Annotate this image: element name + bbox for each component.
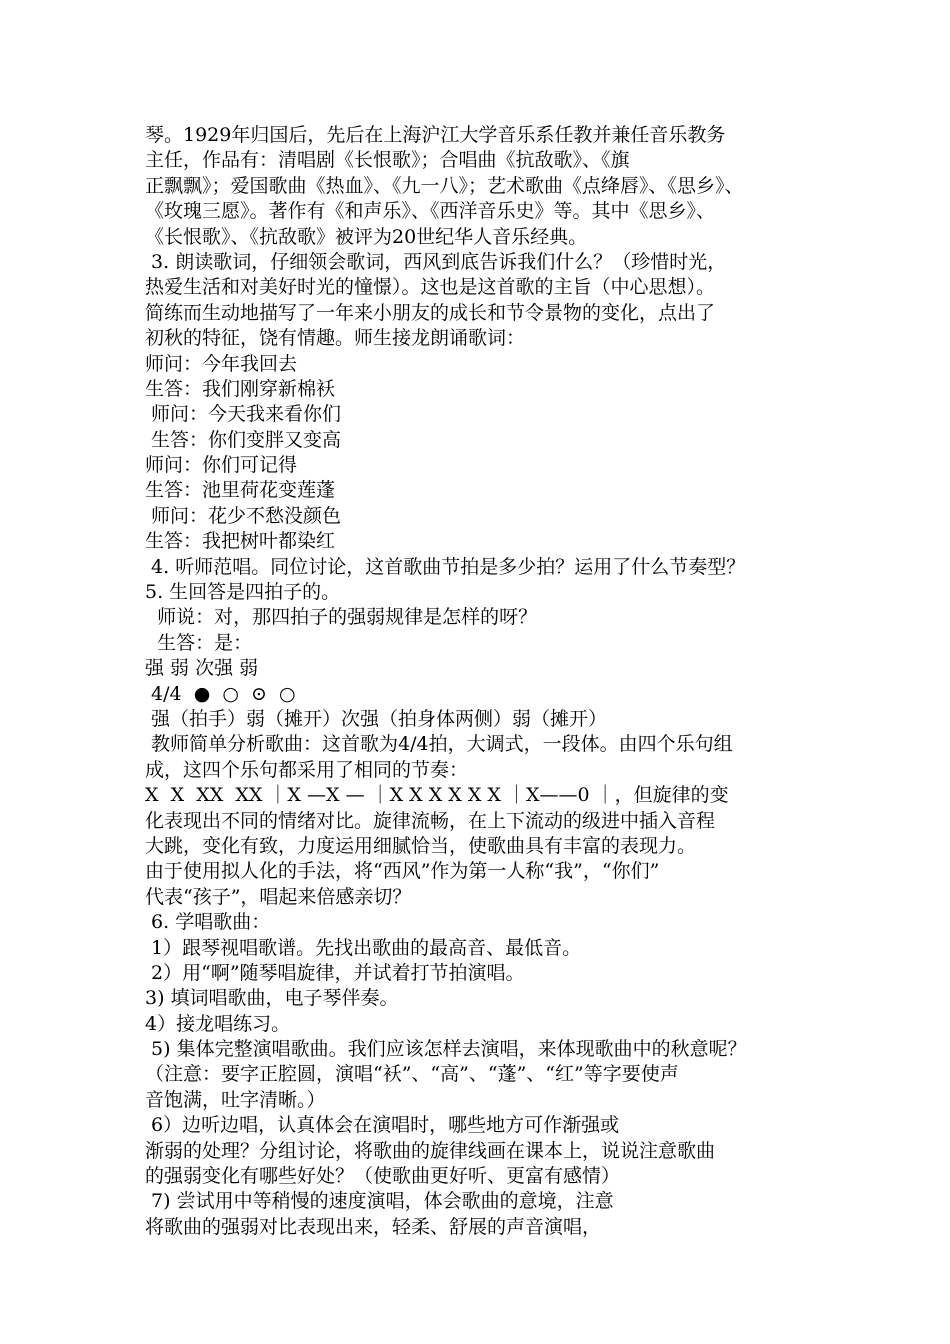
text-line: 3) 填词唱歌曲，电子琴伴奏。 bbox=[145, 987, 399, 1010]
text-line: 《玫瑰三愿》。著作有《和声乐》、《西洋音乐史》等。其中《思乡》、 bbox=[145, 200, 716, 223]
text-line: 生答：你们变胖又变高 bbox=[145, 428, 342, 451]
text-line: 初秋的特征，饶有情趣。师生接龙朗诵歌词： bbox=[145, 327, 526, 350]
text-line: 教师简单分析歌曲：这首歌为4/4拍，大调式，一段体。由四个乐句组 bbox=[145, 733, 733, 756]
text-line: 大跳，变化有致，力度运用细腻恰当，使歌曲具有丰富的表现力。 bbox=[145, 834, 697, 857]
text-line: 师问：花少不愁没颜色 bbox=[145, 504, 342, 527]
text-line: 师问：今年我回去 bbox=[145, 352, 298, 375]
text-line: 渐弱的处理？分组讨论，将歌曲的旋律线画在课本上，说说注意歌曲 bbox=[145, 1139, 716, 1162]
text-line: 音饱满，吐字清晰。） bbox=[145, 1088, 326, 1111]
text-line: 生答：我把树叶都染红 bbox=[145, 530, 336, 553]
text-line: 6. 学唱歌曲： bbox=[145, 911, 271, 934]
text-line: 4）接龙唱练习。 bbox=[145, 1012, 291, 1035]
text-line: 《长恨歌》、《抗敌歌》被评为20世纪华人音乐经典。 bbox=[145, 225, 588, 248]
text-line: 7) 尝试用中等稍慢的速度演唱，体会歌曲的意境，注意 bbox=[145, 1190, 614, 1213]
text-line: 将歌曲的强弱对比表现出来，轻柔、舒展的声音演唱， bbox=[145, 1215, 602, 1238]
text-line: 正飘飘》；爱国歌曲《热血》、《九一八》；艺术歌曲《点绛唇》、《思乡》、 bbox=[145, 174, 744, 197]
text-line: 4. 听师范唱。同位讨论，这首歌曲节拍是多少拍？运用了什么节奏型？ bbox=[145, 555, 746, 578]
text-line: 2）用“啊”随琴唱旋律，并试着打节拍演唱。 bbox=[145, 961, 525, 984]
document-body bbox=[145, 123, 835, 1240]
text-line: 6）边听边唱，认真体会在演唱时，哪些地方可作渐强或 bbox=[145, 1114, 620, 1137]
text-line: 简练而生动地描写了一年来小朋友的成长和节令景物的变化，点出了 bbox=[145, 301, 716, 324]
text-line: 成，这四个乐句都采用了相同的节奏： bbox=[145, 758, 469, 781]
text-line: 生答：我们刚穿新棉袄 bbox=[145, 377, 336, 400]
text-line: 热爱生活和对美好时光的憧憬）。这也是这首歌的主旨（中心思想）。 bbox=[145, 276, 716, 299]
text-line: 5. 生回答是四拍子的。 bbox=[145, 581, 341, 604]
text-line: 师说：对，那四拍子的强弱规律是怎样的呀？ bbox=[145, 606, 538, 629]
text-line: 的强弱变化有哪些好处？（使歌曲更好听、更富有感情） bbox=[145, 1165, 621, 1188]
text-line: 主任，作品有：清唱剧《长恨歌》；合唱曲《抗敌歌》、《旗 bbox=[145, 149, 630, 172]
text-line: 4/4 ● ○ ⊙ ○ bbox=[145, 682, 296, 705]
text-line: X X XX XX ｜X —X — ｜X X X X X X ｜X——0 ｜，但旋律的变 bbox=[145, 784, 729, 807]
text-line: （注意：要字正腔圆，演唱“袄”、“高”、“蓬”、“红”等字要使声 bbox=[145, 1063, 679, 1086]
text-line: 5) 集体完整演唱歌曲。我们应该怎样去演唱，来体现歌曲中的秋意呢？ bbox=[145, 1038, 747, 1061]
text-line: 生答：池里荷花变莲蓬 bbox=[145, 479, 336, 502]
text-line: 代表“孩子”，唱起来倍感亲切？ bbox=[145, 885, 412, 908]
text-line: 由于使用拟人化的手法，将“西风”作为第一人称“我”，“你们” bbox=[145, 860, 660, 883]
text-line: 师问：你们可记得 bbox=[145, 454, 298, 477]
text-line: 生答：是： bbox=[145, 631, 253, 654]
text-line: 3. 朗读歌词，仔细领会歌词，西风到底告诉我们什么？（珍惜时光， bbox=[145, 250, 727, 273]
text-line: 化表现出不同的情绪对比。旋律流畅，在上下流动的级进中插入音程 bbox=[145, 809, 716, 832]
text-line: 强（拍手）弱（摊开）次强（拍身体两侧）弱（摊开） bbox=[145, 707, 608, 730]
text-line: 师问：今天我来看你们 bbox=[145, 403, 342, 426]
text-line: 1）跟琴视唱歌谱。先找出歌曲的最高音、最低音。 bbox=[145, 936, 582, 959]
text-line: 琴。1929年归国后，先后在上海沪江大学音乐系任教并兼任音乐教务 bbox=[145, 124, 726, 146]
text-line: 强 弱 次强 弱 bbox=[145, 657, 259, 680]
